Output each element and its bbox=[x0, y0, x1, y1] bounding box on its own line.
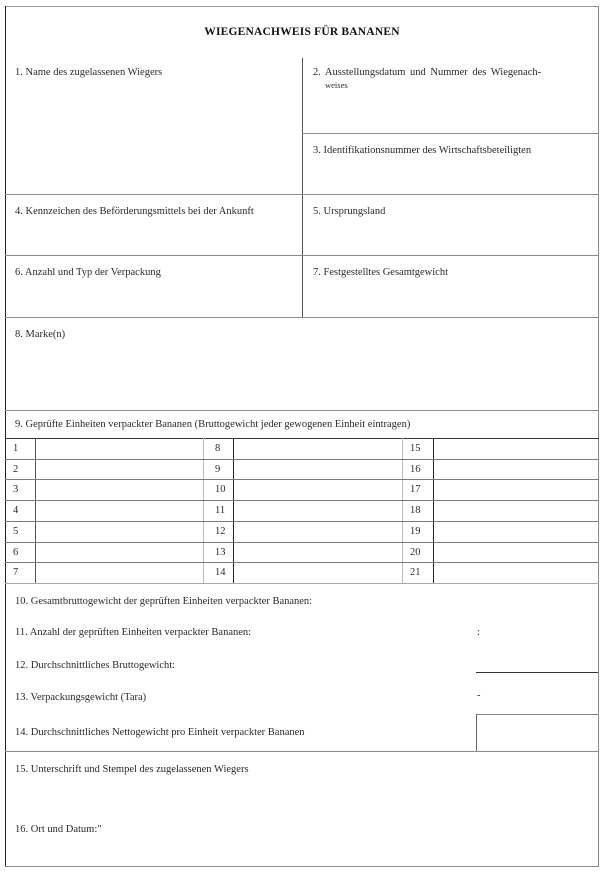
field-5-country-of-origin[interactable] bbox=[304, 196, 597, 254]
field-10-total-gross-weight[interactable] bbox=[476, 590, 597, 612]
divider-row-4 bbox=[5, 410, 599, 411]
grid-unit-weight-cell[interactable] bbox=[37, 563, 202, 582]
frame-right-border bbox=[598, 6, 599, 866]
grid-unit-number: 8 bbox=[215, 443, 221, 454]
field-14-label: 14. Durchschnittliches Nettogewicht pro Einheit verpackter Bananen bbox=[15, 727, 305, 738]
form-title: WIEGENACHWEIS FÜR BANANEN bbox=[204, 26, 400, 38]
grid-unit-weight-cell[interactable] bbox=[435, 480, 597, 499]
field-16-label: 16. Ort und Datum:" bbox=[15, 824, 102, 835]
grid-unit-weight-cell[interactable] bbox=[235, 522, 401, 541]
grid-unit-number: 7 bbox=[13, 567, 19, 579]
field-2-label-line2: weises bbox=[325, 80, 348, 90]
field-12-result-line bbox=[476, 672, 598, 673]
divider-row-5 bbox=[5, 751, 599, 752]
grid-bottom-border bbox=[5, 583, 599, 584]
grid-unit-weight-cell[interactable] bbox=[235, 460, 401, 479]
field-3-label: 3. Identifikationsnummer des Wirtschaftsbeteiligten bbox=[313, 145, 532, 156]
field-8-brands[interactable] bbox=[7, 319, 597, 409]
divider-row-1 bbox=[5, 194, 599, 195]
grid-unit-number: 20 bbox=[410, 546, 421, 558]
grid-unit-weight-cell[interactable] bbox=[37, 543, 202, 562]
field-15-label: 15. Unterschrift und Stempel des zugelassenen Wiegers bbox=[15, 764, 249, 775]
grid-unit-number: 16 bbox=[410, 463, 421, 475]
field-10-label: 10. Gesamtbruttogewicht der geprüften Einheiten verpackter Bananen: bbox=[15, 596, 313, 607]
grid-unit-number: 4 bbox=[13, 505, 19, 517]
field-2-label-line1: 2. Ausstellungsdatum und Nummer des Wiegenach- bbox=[313, 67, 542, 78]
grid-unit-weight-cell[interactable] bbox=[37, 460, 202, 479]
grid-unit-weight-cell[interactable] bbox=[435, 563, 597, 582]
grid-unit-weight-cell[interactable] bbox=[37, 522, 202, 541]
grid-unit-number: 3 bbox=[13, 484, 19, 496]
grid-unit-weight-cell[interactable] bbox=[435, 543, 597, 562]
field-2-issue-date-number[interactable] bbox=[304, 58, 597, 132]
field-7-total-weight[interactable] bbox=[304, 257, 597, 316]
field-11-number-of-units[interactable] bbox=[486, 621, 597, 643]
grid-unit-number: 14 bbox=[215, 567, 226, 579]
grid-unit-number: 17 bbox=[410, 484, 421, 496]
field-1-label: 1. Name des zugelassenen Wiegers bbox=[15, 67, 163, 78]
grid-unit-number: 21 bbox=[410, 567, 421, 579]
grid-unit-number: 15 bbox=[410, 443, 421, 454]
grid-unit-number: 13 bbox=[215, 546, 226, 558]
grid-unit-number: 9 bbox=[215, 463, 221, 475]
frame-top-border bbox=[5, 6, 599, 7]
grid-unit-weight-cell[interactable] bbox=[235, 480, 401, 499]
grid-unit-number: 11 bbox=[215, 505, 226, 517]
field-6-packaging-number-type[interactable] bbox=[7, 257, 301, 316]
field-13-tare-weight[interactable] bbox=[486, 684, 597, 706]
field-11-label: 11. Anzahl der geprüften Einheiten verpackter Bananen: bbox=[15, 627, 252, 638]
grid-unit-number: 12 bbox=[215, 525, 226, 537]
field-13-label: 13. Verpackungsgewicht (Tara) bbox=[15, 692, 147, 703]
divider-row-3 bbox=[5, 317, 599, 318]
field-16-place-date[interactable] bbox=[120, 820, 597, 860]
grid-unit-weight-cell[interactable] bbox=[235, 543, 401, 562]
grid-unit-number: 18 bbox=[410, 505, 421, 517]
field-8-label: 8. Marke(n) bbox=[15, 329, 66, 340]
field-15-signature-stamp[interactable] bbox=[7, 778, 597, 816]
field-4-transport-identifier[interactable] bbox=[7, 196, 301, 254]
field-1-name-of-weigher[interactable] bbox=[7, 58, 301, 193]
grid-unit-weight-cell[interactable] bbox=[37, 439, 202, 458]
field-6-label: 6. Anzahl und Typ der Verpackung bbox=[15, 267, 161, 278]
field-14-average-net-weight-box[interactable] bbox=[476, 714, 598, 751]
field-4-label: 4. Kennzeichen des Beförderungsmittels bei der Ankunft bbox=[15, 206, 254, 217]
grid-unit-number: 19 bbox=[410, 525, 421, 537]
field-12-label: 12. Durchschnittliches Bruttogewicht: bbox=[15, 660, 176, 671]
field-13-minus-operator: - bbox=[477, 690, 481, 701]
divider-vertical-top bbox=[302, 58, 303, 317]
grid-unit-number: 6 bbox=[13, 546, 19, 558]
grid-unit-number: 5 bbox=[13, 525, 19, 537]
field-3-operator-id[interactable] bbox=[304, 134, 597, 193]
grid-unit-weight-cell[interactable] bbox=[235, 439, 401, 458]
grid-unit-weight-cell[interactable] bbox=[435, 439, 597, 458]
grid-unit-weight-cell[interactable] bbox=[235, 501, 401, 520]
field-5-label: 5. Ursprungsland bbox=[313, 206, 386, 217]
grid-unit-weight-cell[interactable] bbox=[435, 522, 597, 541]
divider-row-2 bbox=[5, 255, 599, 256]
field-7-label: 7. Festgestelltes Gesamtgewicht bbox=[313, 267, 449, 278]
grid-unit-weight-cell[interactable] bbox=[435, 501, 597, 520]
grid-unit-weight-cell[interactable] bbox=[37, 501, 202, 520]
field-9-label: 9. Geprüfte Einheiten verpackter Bananen (Bruttogewicht jeder gewogenen Einheit eintragen) bbox=[15, 419, 411, 430]
grid-unit-weight-cell[interactable] bbox=[235, 563, 401, 582]
frame-left-border bbox=[5, 6, 6, 866]
grid-unit-number: 2 bbox=[13, 463, 19, 475]
grid-unit-number: 1 bbox=[13, 443, 19, 454]
frame-bottom-border bbox=[5, 866, 599, 867]
grid-unit-weight-cell[interactable] bbox=[435, 460, 597, 479]
field-11-divide-operator: : bbox=[477, 627, 480, 638]
grid-unit-weight-cell[interactable] bbox=[37, 480, 202, 499]
field-12-average-gross-weight[interactable] bbox=[476, 650, 597, 671]
grid-unit-number: 10 bbox=[215, 484, 226, 496]
